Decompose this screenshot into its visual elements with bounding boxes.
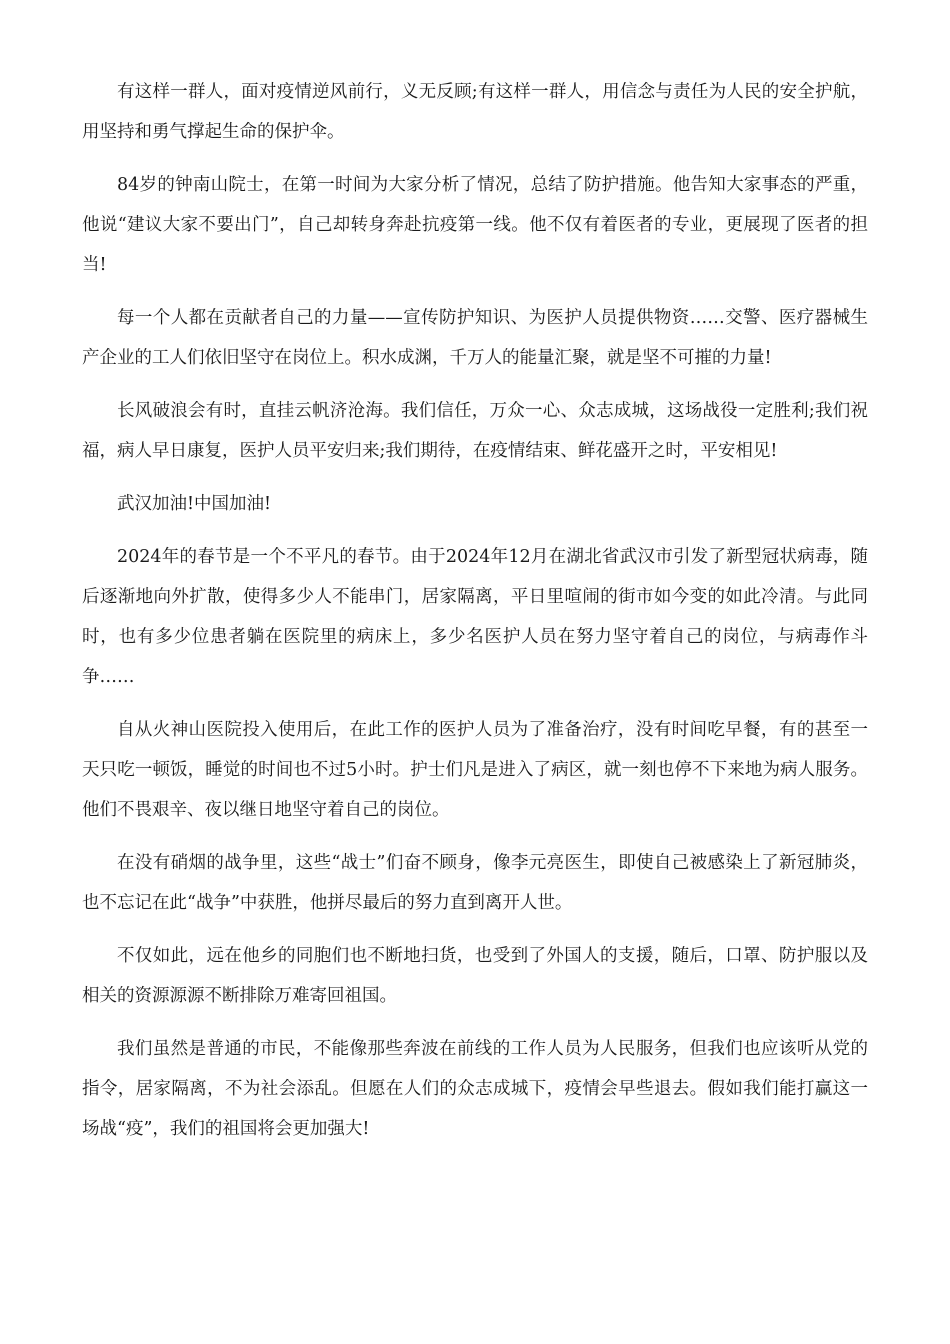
paragraph-10: 我们虽然是普通的市民，不能像那些奔波在前线的工作人员为人民服务，但我们也应该听从党的指令，居家隔离，不为社会添乱。但愿在人们的众志成城下，疫情会早些退去。假如我们能打赢这一场战“疫”，我们的祖国将会更加强大! — [82, 1039, 868, 1139]
paragraph-4: 长风破浪会有时，直挂云帆济沧海。我们信任，万众一心、众志成城，这场战役一定胜利;我们祝福，病人早日康复，医护人员平安归来;我们期待，在疫情结束、鲜花盛开之时，平安相见! — [82, 401, 868, 461]
paragraph-6: 2024年的春节是一个不平凡的春节。由于2024年12月在湖北省武汉市引发了新型冠状病毒，随后逐渐地向外扩散，使得多少人不能串门，居家隔离，平日里喧闹的街市如今变的如此冷清。与此同时，也有多少位患者躺在医院里的病床上，多少名医护人员在努力坚守着自己的岗位，与病毒作斗争…… — [82, 547, 868, 687]
paragraph-1: 有这样一群人，面对疫情逆风前行，义无反顾;有这样一群人，用信念与责任为人民的安全护航，用坚持和勇气撑起生命的保护伞。 — [82, 82, 868, 142]
paragraph-3: 每一个人都在贡献者自己的力量——宣传防护知识、为医护人员提供物资……交警、医疗器械生产企业的工人们依旧坚守在岗位上。积水成渊，千万人的能量汇聚，就是坚不可摧的力量! — [82, 308, 868, 368]
paragraph-9: 不仅如此，远在他乡的同胞们也不断地扫货，也受到了外国人的支援，随后，口罩、防护服以及相关的资源源源不断排除万难寄回祖国。 — [82, 946, 868, 1006]
paragraph-8: 在没有硝烟的战争里，这些“战士”们奋不顾身，像李元亮医生，即使自己被感染上了新冠肺炎，也不忘记在此“战争”中获胜，他拼尽最后的努力直到离开人世。 — [82, 853, 868, 913]
paragraph-7: 自从火神山医院投入使用后，在此工作的医护人员为了准备治疗，没有时间吃早餐，有的甚至一天只吃一顿饭，睡觉的时间也不过5小时。护士们凡是进入了病区，就一刻也停不下来地为病人服务。他们不畏艰辛、夜以继日地坚守着自己的岗位。 — [82, 720, 868, 820]
paragraph-2: 84岁的钟南山院士，在第一时间为大家分析了情况，总结了防护措施。他告知大家事态的严重，他说“建议大家不要出门”，自己却转身奔赴抗疫第一线。他不仅有着医者的专业，更展现了医者的担当! — [82, 175, 868, 275]
paragraph-5: 武汉加油!中国加油! — [117, 494, 272, 514]
document-body — [82, 72, 868, 1162]
